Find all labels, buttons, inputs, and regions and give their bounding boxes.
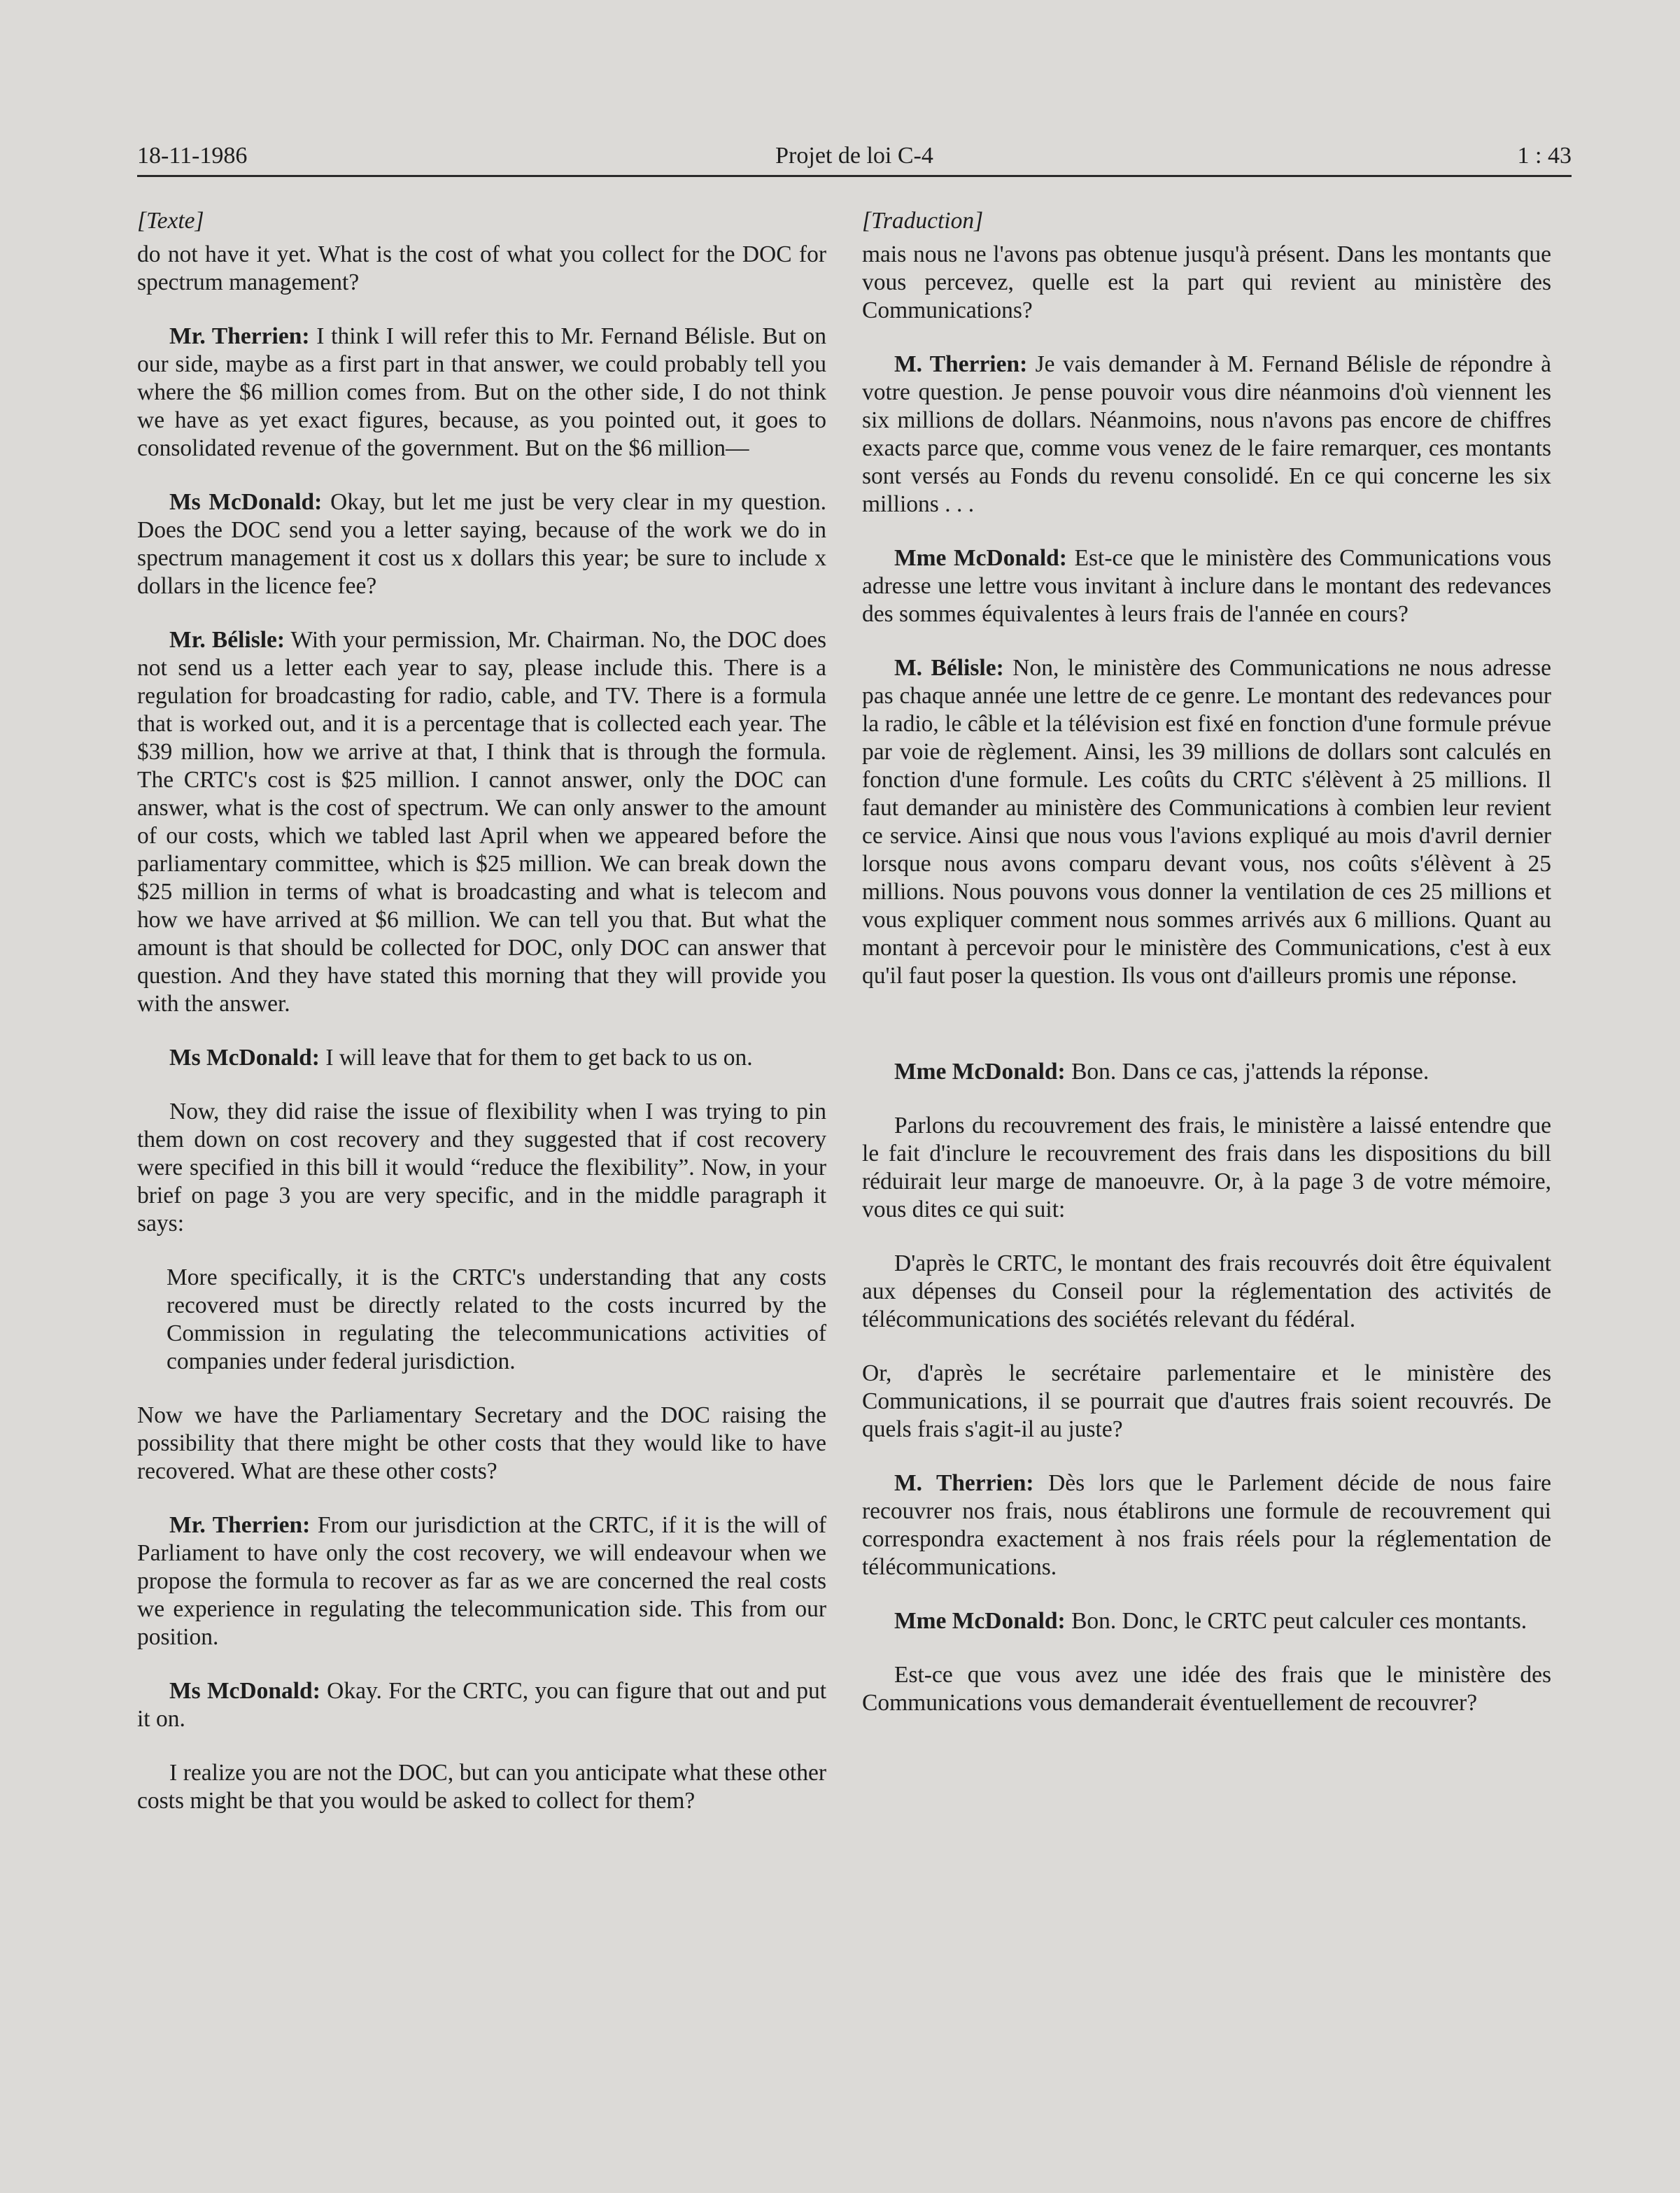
header-title: Projet de loi C-4	[775, 143, 933, 169]
speaker-name: Ms McDonald:	[169, 1678, 320, 1704]
speech-paragraph: Mme McDonald: Est-ce que le ministère des Communications vous adresse une lettre vous invitant à inclure dans le montant des redevances des sommes équivalentes à leurs frais de l'année en cours?	[862, 545, 1551, 627]
paragraph: Now we have the Parliamentary Secretary and the DOC raising the possibility that there might be other costs that they would like to have recovered. What are these other costs?	[137, 1402, 826, 1484]
spacer	[862, 1016, 1551, 1058]
paragraph: I realize you are not the DOC, but can you anticipate what these other costs might be that you would be asked to collect for them?	[137, 1760, 826, 1814]
speech-paragraph: Mme McDonald: Bon. Dans ce cas, j'attends la réponse.	[894, 1059, 1430, 1085]
block-quote: D'après le CRTC, le montant des frais recouvrés doit être équivalent aux dépenses du Conseil pour la réglementation des activités de télécommunications des sociétés relevant du fédéral.	[862, 1250, 1551, 1332]
paragraph: do not have it yet. What is the cost of what you collect for the DOC for spectrum management?	[137, 241, 826, 295]
paragraph: Now, they did raise the issue of flexibility when I was trying to pin them down on cost recovery and they suggested that if cost recovery were specified in this bill it would “reduce the flexibility”. Now, in your brief on page 3 you are very specific, and in the middle paragraph it says:	[137, 1099, 826, 1236]
speech-paragraph: M. Bélisle: Non, le ministère des Communications ne nous adresse pas chaque année une lettre de ce genre. Le montant des redevances pour la radio, le câble et la télévision est fixé en fonction d'une formule prévue par voie de règlement. Ainsi, les 39 millions de dollars sont calculés en fonction d'une formule. Les coûts du CRTC s'élèvent à 25 millions. Il faut demander au ministère des Communications à combien leur revient ce service. Ainsi que nous vous l'avions expliqué au mois d'avril dernier lorsque nous avons comparu devant vous, nos coûts s'élèvent à 25 millions. Nous pouvons vous donner la ventilation de ces 25 millions et vous expliquer comment nous sommes arrivés aux 6 millions. Quant au montant à percevoir pour le ministère des Communications, c'est à eux qu'il faut poser la question. Ils vous ont d'ailleurs promis une réponse.	[862, 655, 1551, 989]
speech-paragraph: Ms McDonald: Okay. For the CRTC, you can figure that out and put it on.	[137, 1678, 827, 1732]
speech-paragraph: Mr. Therrien: I think I will refer this to Mr. Fernand Bélisle. But on our side, maybe as a first part in that answer, we could probably tell you where the $6 million comes from. But on the other side, I do not think we have as yet exact figures, because, as you pointed out, it goes to consolidated revenue of the government. But on the $6 million—	[137, 323, 826, 461]
speech-paragraph: Ms McDonald: I will leave that for them to get back to us on.	[169, 1045, 753, 1071]
section-tag: [Texte]	[137, 208, 204, 234]
paragraph: mais nous ne l'avons pas obtenue jusqu'à présent. Dans les montants que vous percevez, quelle est la part qui revient au ministère des Communications?	[862, 241, 1551, 323]
speaker-name: M. Therrien:	[894, 1470, 1034, 1496]
speech-paragraph: Mme McDonald: Bon. Donc, le CRTC peut calculer ces montants.	[894, 1608, 1527, 1634]
speaker-name: Ms McDonald:	[169, 1045, 320, 1071]
block-quote: More specifically, it is the CRTC's understanding that any costs recovered must be directly related to the costs incurred by the Commission in regulating the telecommunications activities of companies under federal jurisdiction.	[167, 1264, 826, 1374]
english-column	[137, 207, 826, 1841]
header-date: 18-11-1986	[137, 143, 248, 169]
speaker-name: Mme McDonald:	[894, 1059, 1066, 1085]
speaker-name: Mr. Therrien:	[169, 1512, 311, 1538]
speaker-name: Mme McDonald:	[894, 545, 1067, 571]
speech-paragraph: Mr. Bélisle: With your permission, Mr. Chairman. No, the DOC does not send us a letter each year to say, please include this. There is a regulation for broadcasting for radio, cable, and TV. There is a formula that is worked out, and it is a percentage that is collected each year. The $39 million, how we arrive at that, I think that is through the formula. The CRTC's cost is $25 million. I cannot answer, only the DOC can answer, what is the cost of spectrum. We can only answer to the amount of our costs, which we tabled last April when we appeared before the parliamentary committee, which is $25 million. We can break down the $25 million in terms of what is broadcasting and what is telecom and how we have arrived at $6 million. We can tell you that. But what the amount is that should be collected for DOC, only DOC can answer that question. And they have stated this morning that they will provide you with the answer.	[137, 627, 827, 1017]
french-column	[862, 207, 1551, 1743]
speaker-name: Mr. Therrien:	[169, 323, 310, 349]
speech-paragraph: Ms McDonald: Okay, but let me just be very clear in my question. Does the DOC send you a letter saying, because of the work we do in spectrum management it cost us x dollars this year; be sure to include x dollars in the licence fee?	[137, 489, 827, 599]
header-page-number: 1 : 43	[1517, 143, 1572, 169]
speaker-name: Mme McDonald:	[894, 1608, 1066, 1634]
speech-paragraph: M. Therrien: Dès lors que le Parlement décide de nous faire recouvrer nos frais, nous établirons une formule de recouvrement qui correspondra exactement à nos frais réels pour la réglementation de télécommunications.	[862, 1470, 1552, 1580]
speech-paragraph: M. Therrien: Je vais demander à M. Fernand Bélisle de répondre à votre question. Je pense pouvoir vous dire néanmoins d'où viennent les six millions de dollars. Néanmoins, nous n'avons pas encore de chiffres exacts parce que, comme vous venez de le faire remarquer, ces montants sont versés au Fonds du revenu consolidé. En ce qui concerne les six millions . . .	[862, 351, 1551, 517]
page-header	[137, 137, 1572, 179]
paragraph: Est-ce que vous avez une idée des frais que le ministère des Communications vous demanderait éventuellement de recouvrer?	[862, 1662, 1551, 1716]
header-rule	[137, 175, 1572, 177]
speaker-name: Mr. Bélisle:	[169, 627, 285, 653]
speech-paragraph: Mr. Therrien: From our jurisdiction at the CRTC, if it is the will of Parliament to have only the cost recovery, we will endeavour when we propose the formula to recover as far as we are concerned the real costs we experience in regulating the telecommunication side. This from our position.	[137, 1512, 826, 1650]
section-tag: [Traduction]	[862, 208, 984, 234]
speaker-name: Ms McDonald:	[169, 489, 323, 515]
speaker-name: M. Therrien:	[894, 351, 1028, 377]
speaker-name: M. Bélisle:	[894, 655, 1004, 681]
paragraph: Or, d'après le secrétaire parlementaire et le ministère des Communications, il se pourrait que d'autres frais soient recouvrés. De quels frais s'agit-il au juste?	[862, 1360, 1551, 1442]
paragraph: Parlons du recouvrement des frais, le ministère a laissé entendre que le fait d'inclure le recouvrement des frais dans les dispositions du bill réduirait leur marge de manoeuvre. Or, à la page 3 de votre mémoire, vous dites ce qui suit:	[862, 1113, 1551, 1222]
